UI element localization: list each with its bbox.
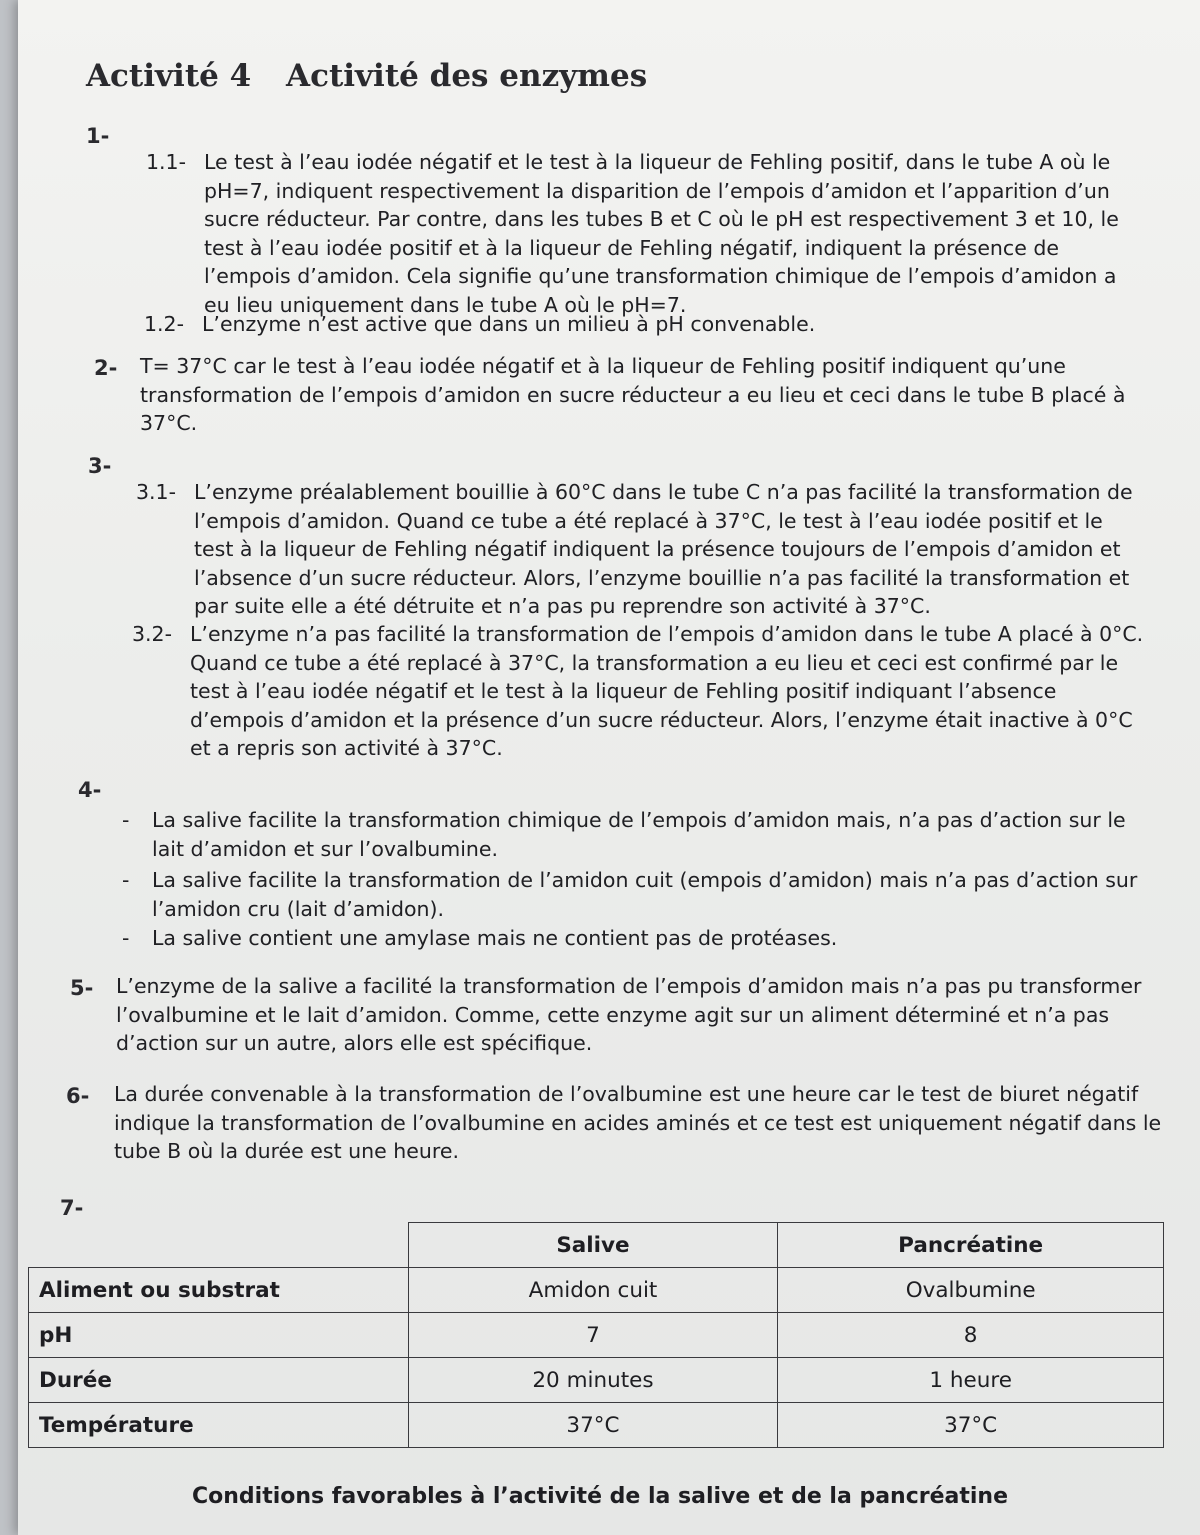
paragraph-text: L’enzyme préalablement bouillie à 60°C dans le tube C n’a pas facilité la transformation de l’empois d’amidon. Quand ce tube a été replacé à 37°C, le test à l’eau iodée positif et le test à la liqueur de Fehling négatif indiquent la présence toujours de l’empois d’amidon et l’absence d’un sucre réducteur. Alors, l’enzyme bouillie n’a pas facilité la transformation et par suite elle a été détruite et n’a pas pu reprendre son activité à 37°C.: [194, 480, 1133, 618]
activity-name: Activité des enzymes: [286, 58, 648, 94]
bullet-item: [122, 806, 1162, 863]
table-cell: 8: [778, 1313, 1164, 1358]
conditions-table: [28, 1222, 1164, 1448]
section-7-number: 7-: [60, 1196, 84, 1220]
paragraph-label: 1.1-: [146, 150, 186, 174]
activity-number: Activité 4: [86, 58, 252, 94]
bullet-text: La salive facilite la transformation chimique de l’empois d’amidon mais, n’a pas d’action sur le lait d’amidon et sur l’ovalbumine.: [152, 808, 1126, 861]
table-row: [29, 1403, 1164, 1448]
bullet-item: [122, 924, 1162, 953]
table-cell: 37°C: [778, 1403, 1164, 1448]
column-header-pancreatine: Pancréatine: [778, 1223, 1164, 1268]
row-header: Aliment ou substrat: [29, 1268, 409, 1313]
paragraph-text: Le test à l’eau iodée négatif et le test à la liqueur de Fehling positif, dans le tube A où le pH=7, indiquent respectivement la disparition de l’empois d’amidon et l’apparition d’un sucre réducteur. Par contre, dans les tubes B et C où le pH est respectivement 3 et 10, le test à l’eau iodée positif et à la liqueur de Fehling négatif, indiquent la présence de l’empois d’amidon. Cela signifie qu’une transformation chimique de l’empois d’amidon a eu lieu uniquement dans le tube A où le pH=7.: [204, 150, 1119, 317]
paragraph-3-1: [136, 478, 1142, 621]
paragraph-text: L’enzyme de la salive a facilité la transformation de l’empois d’amidon mais n’a pas pu transformer l’ovalbumine et le lait d’amidon. Comme, cette enzyme agit sur un aliment déterminé et n’a pas d’action sur un autre, alors elle est spécifique.: [116, 974, 1142, 1055]
bullet-item: [122, 866, 1162, 923]
table-cell: 37°C: [408, 1403, 778, 1448]
paragraph-1-1: [146, 148, 1128, 319]
paragraph-5: [116, 972, 1166, 1058]
section-5-number: 5-: [70, 976, 94, 1000]
section-3-number: 3-: [88, 454, 112, 478]
paragraph-text: L’enzyme n’a pas facilité la transformation de l’empois d’amidon dans le tube A placé à 0°C. Quand ce tube a été replacé à 37°C, la transformation a eu lieu et ceci est confirmé par le test à l’eau iodée négatif et le test à la liqueur de Fehling positif indiquant l’absence d’empois d’amidon et la présence d’un sucre réducteur. Alors, l’enzyme était inactive à 0°C et a repris son activité à 37°C.: [190, 622, 1144, 760]
paragraph-label: 1.2-: [144, 312, 184, 336]
paragraph-3-2: [132, 620, 1150, 763]
table-cell: Ovalbumine: [778, 1268, 1164, 1313]
paragraph-label: 3.1-: [136, 480, 176, 504]
page-title: [86, 58, 647, 94]
table-cell: 7: [408, 1313, 778, 1358]
table-cell: 20 minutes: [408, 1358, 778, 1403]
table-cell: 1 heure: [778, 1358, 1164, 1403]
bullet-text: La salive contient une amylase mais ne contient pas de protéases.: [152, 926, 838, 950]
bullet-dash: -: [122, 868, 130, 892]
table-row: [29, 1313, 1164, 1358]
paragraph-6: [114, 1080, 1174, 1166]
paragraph-text: La durée convenable à la transformation de l’ovalbumine est une heure car le test de biuret négatif indique la transformation de l’ovalbumine en acides aminés et ce test est uniquement négatif dans le tube B où la durée est une heure.: [114, 1082, 1162, 1163]
table-cell: Amidon cuit: [408, 1268, 778, 1313]
paragraph-2: [140, 352, 1134, 438]
paragraph-text: T= 37°C car le test à l’eau iodée négatif et à la liqueur de Fehling positif indiquent qu’une transformation de l’empois d’amidon en sucre réducteur a eu lieu et ceci dans le tube B placé à 37°C.: [140, 354, 1126, 435]
table-row: [29, 1358, 1164, 1403]
bullet-dash: -: [122, 808, 130, 832]
paragraph-1-2: [144, 310, 1126, 339]
column-header-salive: Salive: [408, 1223, 778, 1268]
section-2-number: 2-: [94, 356, 118, 380]
section-4-number: 4-: [78, 778, 102, 802]
bullet-dash: -: [122, 926, 130, 950]
table-corner-cell: [29, 1223, 409, 1268]
table-caption: Conditions favorables à l’activité de la salive et de la pancréatine: [192, 1484, 1008, 1509]
paragraph-text: L’enzyme n’est active que dans un milieu à pH convenable.: [202, 312, 816, 336]
paragraph-label: 3.2-: [132, 622, 172, 646]
row-header: Durée: [29, 1358, 409, 1403]
table-header-row: [29, 1223, 1164, 1268]
row-header: pH: [29, 1313, 409, 1358]
table-row: [29, 1268, 1164, 1313]
row-header: Température: [29, 1403, 409, 1448]
section-6-number: 6-: [66, 1084, 90, 1108]
section-1-number: 1-: [86, 124, 110, 148]
bullet-text: La salive facilite la transformation de l’amidon cuit (empois d’amidon) mais n’a pas d’action sur l’amidon cru (lait d’amidon).: [152, 868, 1138, 921]
